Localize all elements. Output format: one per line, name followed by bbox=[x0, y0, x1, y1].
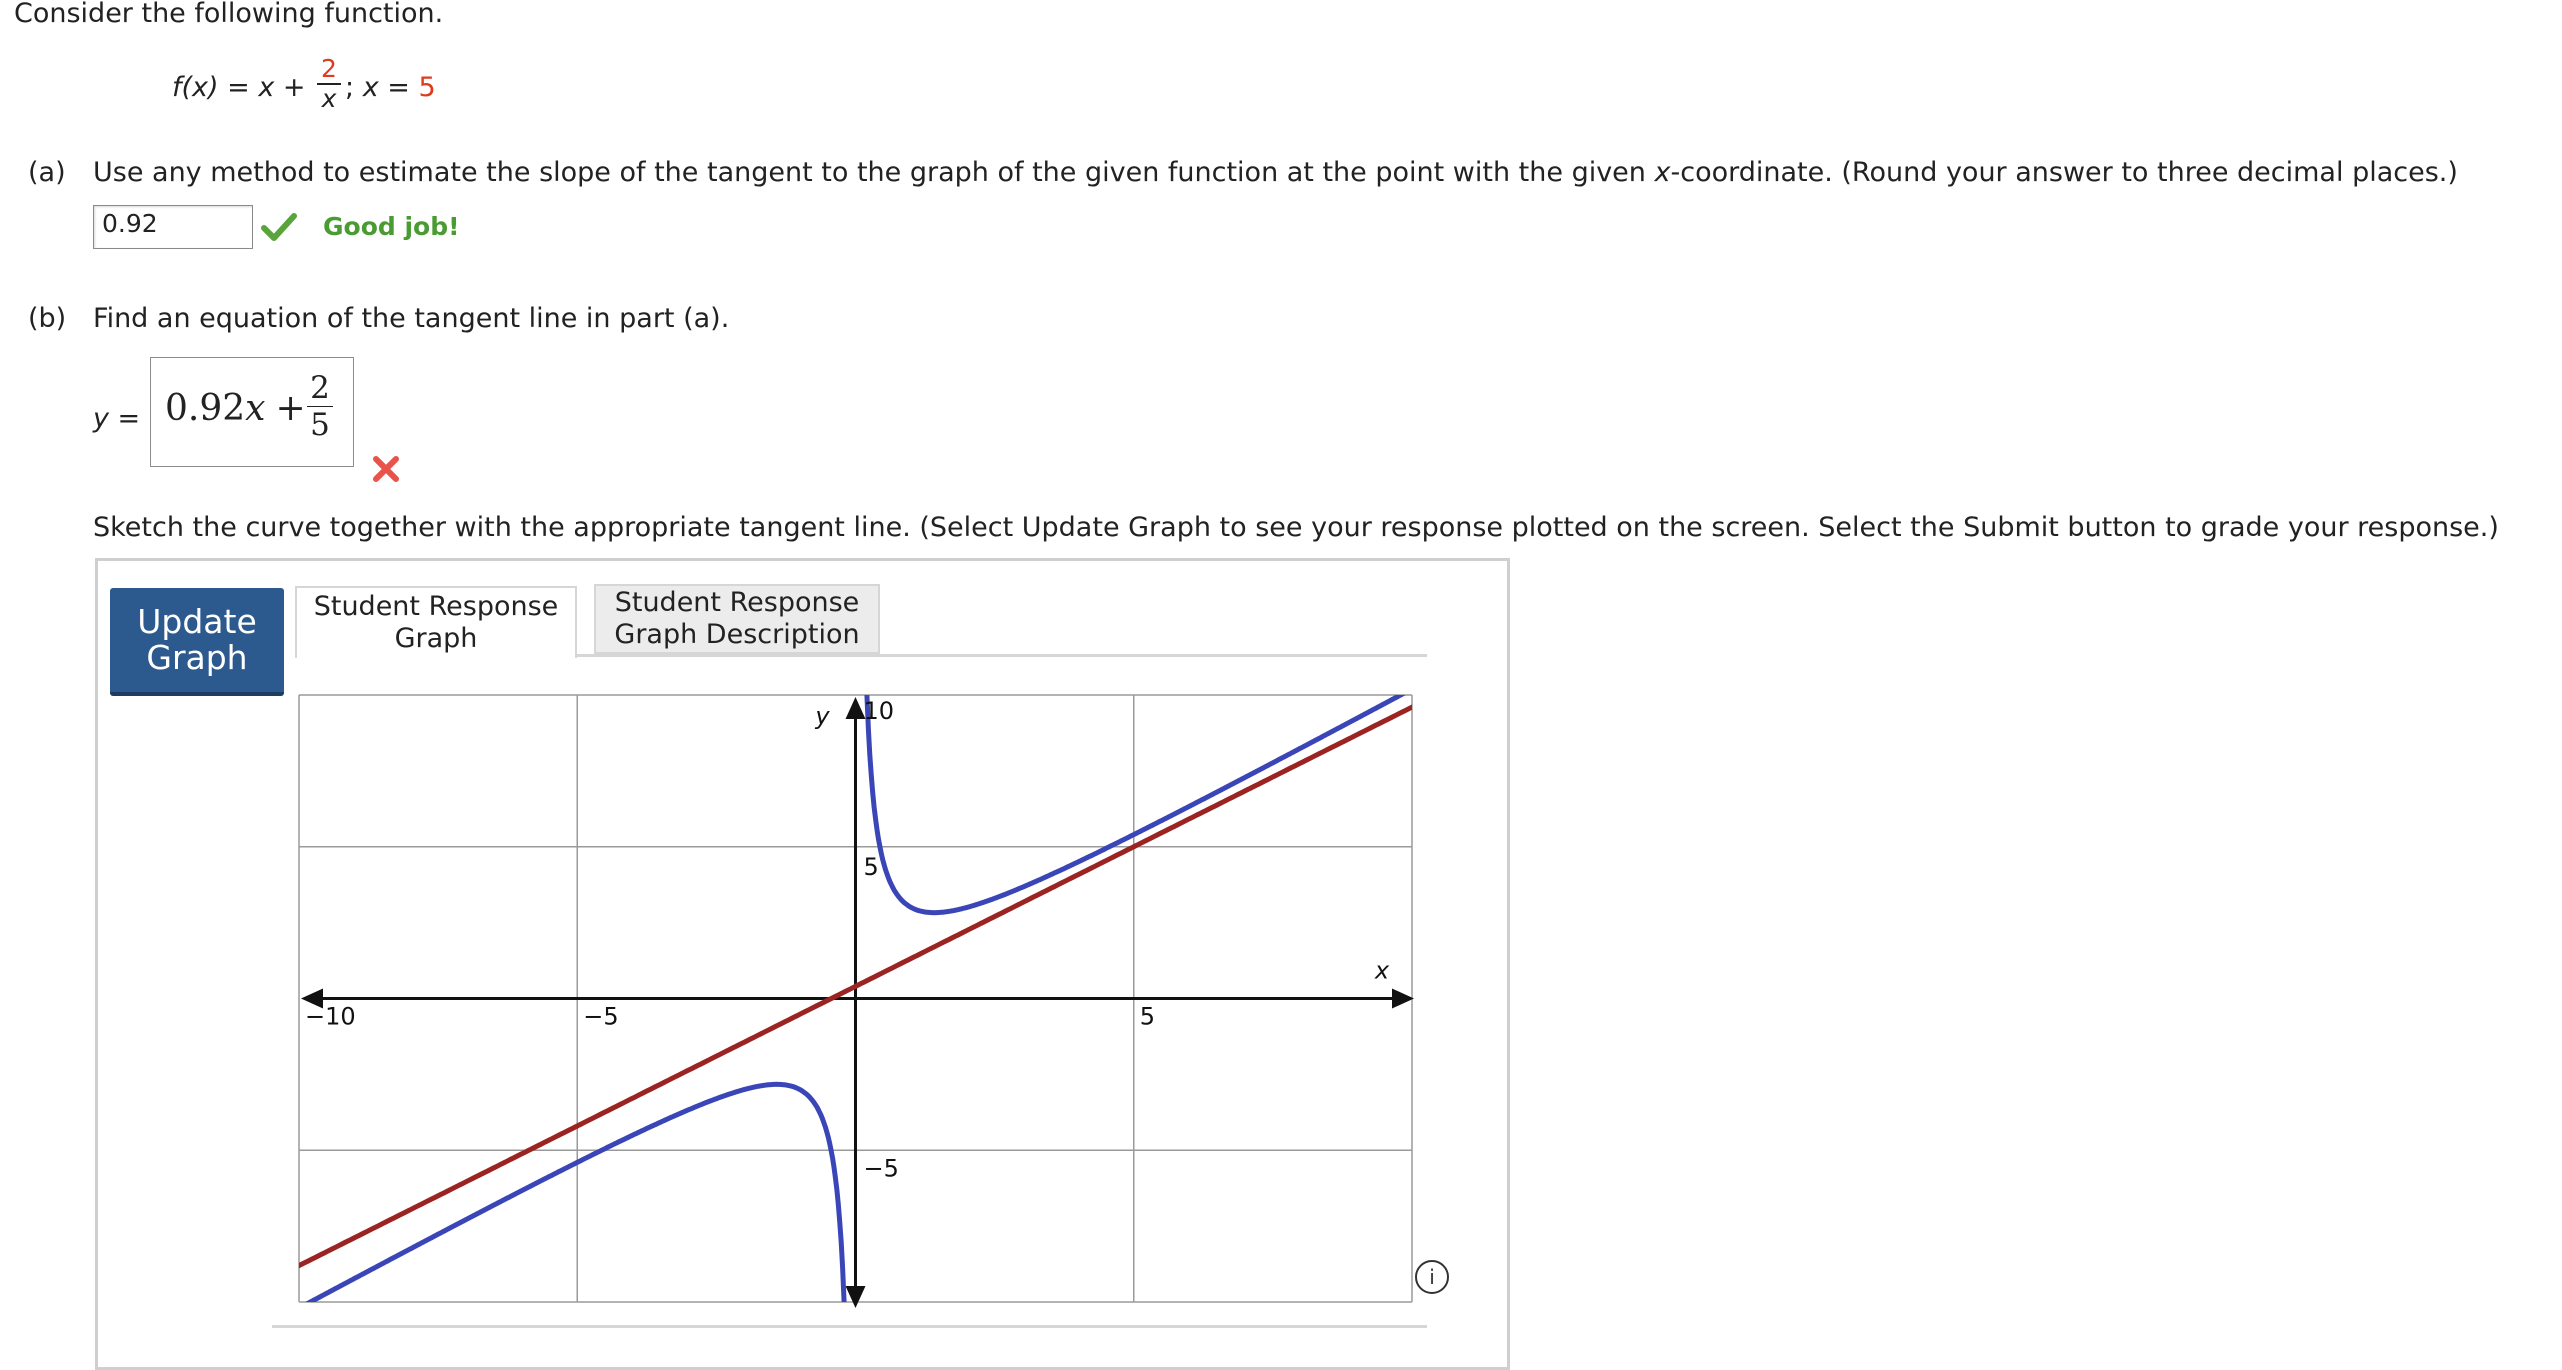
y-equals-label bbox=[93, 403, 140, 434]
x-tick-label-5: 5 bbox=[1139, 1002, 1156, 1031]
feedback-good-job: Good job! bbox=[323, 212, 460, 241]
answer-term bbox=[165, 388, 306, 429]
x-axis-label: x bbox=[1374, 956, 1390, 985]
fraction-denominator: x bbox=[321, 84, 337, 113]
x-axis-arrow-right bbox=[1392, 989, 1414, 1009]
answer-fraction-denominator: 5 bbox=[310, 407, 330, 443]
graph-bottom-line bbox=[272, 1325, 1427, 1328]
incorrect-x-icon bbox=[370, 453, 402, 489]
part-a-question-prefix: Use any method to estimate the slope of the tangent to the graph of the given function at the point with the given bbox=[93, 157, 1655, 188]
y-tick-label-neg5: −5 bbox=[863, 1154, 899, 1183]
curve-left-branch bbox=[280, 1084, 846, 1320]
part-b-question: Find an equation of the tangent line in part (a). bbox=[93, 303, 730, 334]
y-axis-label: y bbox=[815, 702, 830, 730]
answer-fraction-numerator: 2 bbox=[310, 370, 330, 406]
tab-description-line2: Graph Description bbox=[614, 619, 860, 650]
y-axis-arrow-up bbox=[846, 697, 866, 719]
graph-canvas[interactable] bbox=[280, 680, 1440, 1320]
update-button-line1: Update bbox=[137, 602, 257, 641]
tab-description-line1: Student Response bbox=[614, 587, 860, 618]
answer-coefficient: 0.92 bbox=[165, 388, 246, 429]
sketch-instruction: Sketch the curve together with the appropriate tangent line. (Select Update Graph to see your response plotted on the screen. Select the Submit button to grade your response.) bbox=[93, 512, 2499, 543]
function-lhs: f(x) = x + bbox=[172, 72, 306, 103]
function-definition bbox=[172, 72, 306, 103]
part-a-question-var: x bbox=[1654, 157, 1671, 188]
part-a-question-suffix: -coordinate. (Round your answer to three decimal places.) bbox=[1670, 157, 2458, 188]
function-fraction bbox=[317, 55, 341, 113]
y-axis-arrow-down bbox=[846, 1286, 866, 1308]
tab-graph-line2: Graph bbox=[394, 623, 478, 654]
labels-layer bbox=[305, 697, 1390, 1182]
part-b-label: (b) bbox=[28, 303, 67, 334]
part-a-answer-input[interactable]: 0.92 bbox=[93, 205, 253, 249]
answer-plus: + bbox=[275, 388, 306, 429]
y-tick-label-10: 10 bbox=[863, 697, 895, 725]
part-a-question bbox=[93, 157, 2458, 188]
tab-bar-line bbox=[577, 654, 1427, 657]
curve-right-branch bbox=[863, 680, 1440, 913]
intro-text: Consider the following function. bbox=[14, 0, 444, 29]
part-a-label: (a) bbox=[28, 157, 66, 188]
answer-variable: x bbox=[245, 388, 266, 429]
update-graph-button[interactable] bbox=[110, 588, 284, 696]
correct-check-icon bbox=[261, 212, 297, 246]
x-tick-label-neg5: −5 bbox=[583, 1002, 619, 1031]
tab-student-response-graph[interactable] bbox=[295, 586, 577, 658]
y-tick-label-5: 5 bbox=[863, 852, 879, 881]
answer-fraction bbox=[307, 370, 333, 443]
info-icon-letter: i bbox=[1429, 1265, 1435, 1289]
y-equals-text: y = bbox=[93, 403, 141, 434]
given-x-value: 5 bbox=[418, 72, 436, 103]
tangent-line bbox=[280, 693, 1440, 1279]
tab-student-response-description[interactable] bbox=[594, 584, 880, 654]
given-x-label: x = bbox=[362, 72, 419, 103]
info-icon[interactable] bbox=[1413, 1258, 1451, 1300]
update-button-line2: Graph bbox=[146, 638, 248, 677]
tab-graph-line1: Student Response bbox=[313, 591, 559, 622]
part-b-answer-input[interactable] bbox=[150, 357, 354, 467]
x-tick-label-neg10: −10 bbox=[305, 1002, 356, 1031]
given-x bbox=[345, 72, 436, 103]
fraction-numerator: 2 bbox=[321, 54, 337, 83]
separator: ; bbox=[345, 72, 363, 103]
